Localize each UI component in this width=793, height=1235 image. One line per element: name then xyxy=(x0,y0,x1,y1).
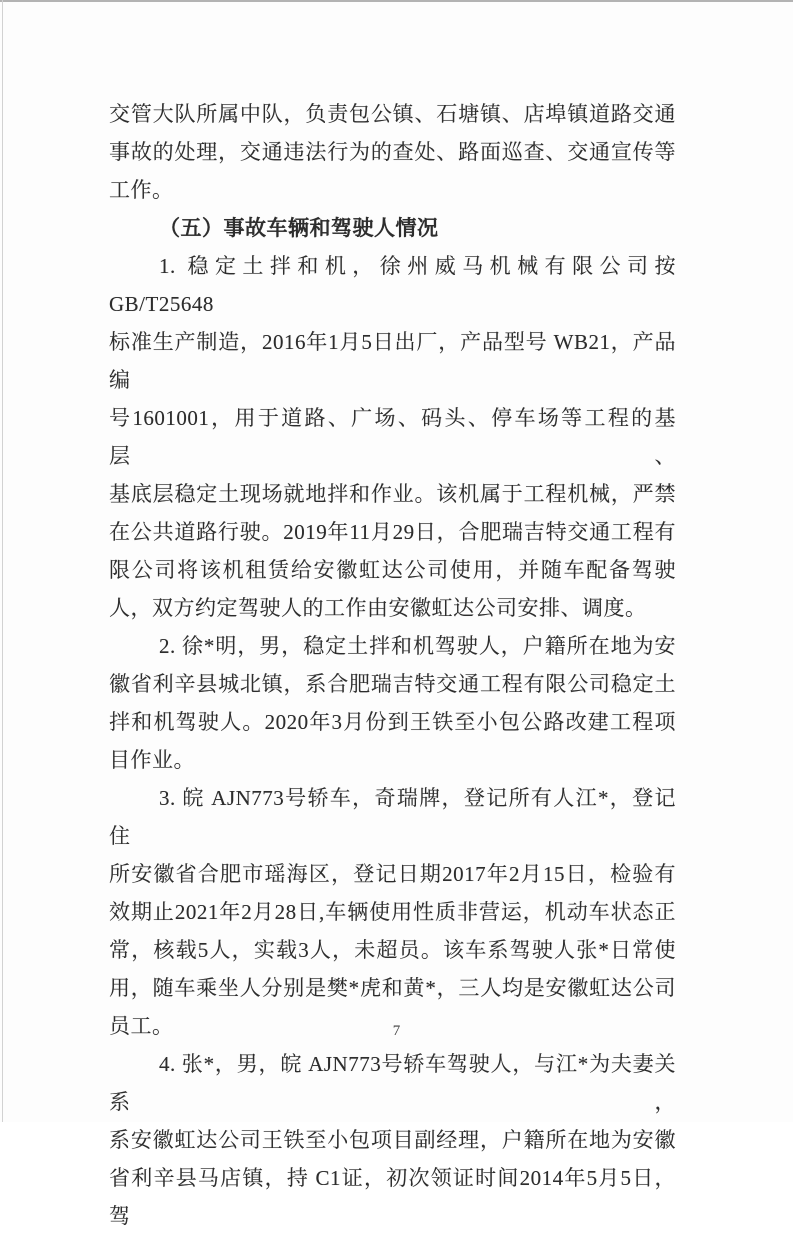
text-line: 标准生产制造，2016年1月5日出厂，产品型号 WB21，产品编 xyxy=(109,330,676,392)
text-line: 人，双方约定驾驶人的工作由安徽虹达公司安排、调度。 xyxy=(109,596,647,620)
text-line: 2. 徐*明，男，稳定土拌和机驾驶人，户籍所在地为安 xyxy=(159,634,676,658)
text-line: 用，随车乘坐人分别是樊*虎和黄*，三人均是安徽虹达公司 xyxy=(109,976,676,1000)
text-line: 员工。 xyxy=(109,1014,174,1038)
text-line: 所安徽省合肥市瑶海区，登记日期2017年2月15日，检验有 xyxy=(109,862,676,886)
text-line: 4. 张*，男，皖 AJN773号轿车驾驶人，与江*为夫妻关系， xyxy=(109,1052,676,1114)
text-line: 工作。 xyxy=(109,178,174,202)
page-number: 7 xyxy=(392,1023,401,1039)
page-left-edge xyxy=(2,0,3,1122)
text-line: 系安徽虹达公司王铁至小包项目副经理，户籍所在地为安徽 xyxy=(109,1128,676,1152)
text-line: 在公共道路行驶。2019年11月29日，合肥瑞吉特交通工程有 xyxy=(109,520,676,544)
text-line: 号1601001，用于道路、广场、码头、停车场等工程的基层、 xyxy=(109,406,676,468)
text-line: 省利辛县马店镇，持 C1证，初次领证时间2014年5月5日，驾 xyxy=(109,1166,676,1228)
text-line: 1. 稳定土拌和机，徐州威马机械有限公司按 GB/T25648 xyxy=(109,254,676,316)
text-line: 徽省利辛县城北镇，系合肥瑞吉特交通工程有限公司稳定土 xyxy=(109,672,676,696)
text-line: 3. 皖 AJN773号轿车，奇瑞牌，登记所有人江*，登记住 xyxy=(109,786,676,848)
text-line: 基底层稳定土现场就地拌和作业。该机属于工程机械，严禁 xyxy=(109,482,676,506)
text-line: 限公司将该机租赁给安徽虹达公司使用，并随车配备驾驶 xyxy=(109,558,676,582)
text-line: 事故的处理，交通违法行为的查处、路面巡查、交通宣传等 xyxy=(109,140,676,164)
document-body xyxy=(109,95,676,1235)
text-line: 常，核载5人，实载3人，未超员。该车系驾驶人张*日常使 xyxy=(109,938,676,962)
section-heading: （五）事故车辆和驾驶人情况 xyxy=(159,216,439,240)
text-line: 交管大队所属中队，负责包公镇、石塘镇、店埠镇道路交通 xyxy=(109,102,676,126)
text-line: 目作业。 xyxy=(109,748,195,772)
page-top-edge xyxy=(0,0,793,2)
text-line: 效期止2021年2月28日,车辆使用性质非营运，机动车状态正 xyxy=(109,900,676,924)
text-line: 拌和机驾驶人。2020年3月份到王铁至小包公路改建工程项 xyxy=(109,710,676,734)
